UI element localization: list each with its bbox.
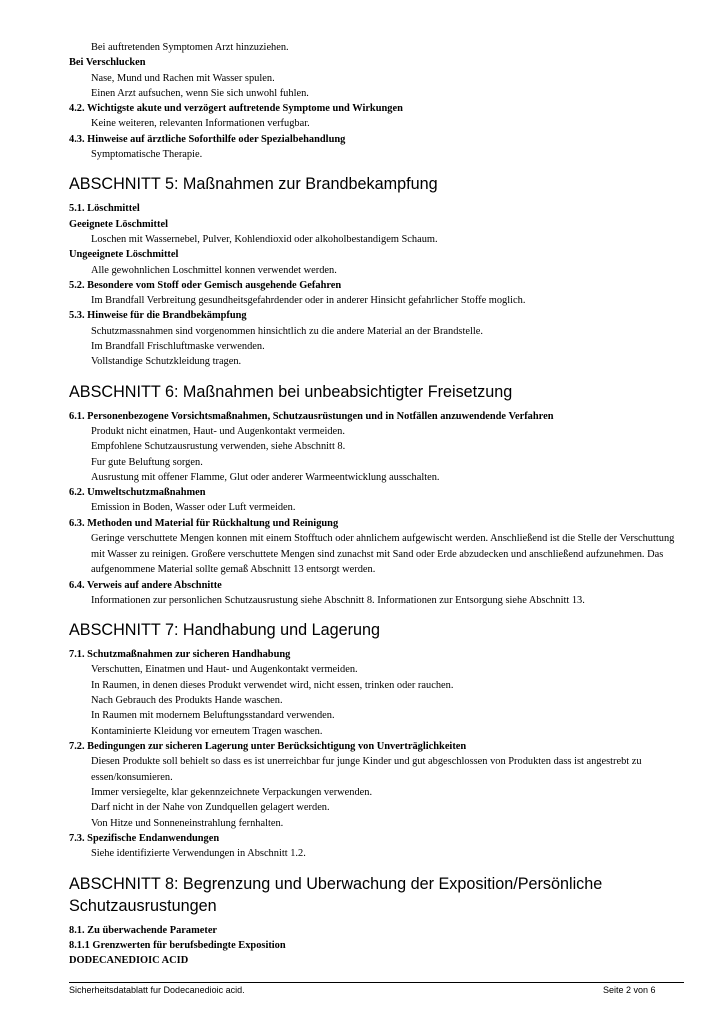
text-line: Vollstandige Schutzkleidung tragen. <box>91 356 242 368</box>
text-line: Empfohlene Schutzausrustung verwenden, siehe Abschnitt 8. <box>91 441 346 453</box>
text-line: In Raumen, in denen dieses Produkt verwendet wird, nicht essen, trinken oder rauchen. <box>91 679 454 691</box>
substance-name: DODECANEDIOIC ACID <box>69 955 189 967</box>
subheading: 6.4. Verweis auf andere Abschnitte <box>69 579 222 591</box>
text-line: Im Brandfall Frischluftmaske verwenden. <box>91 341 265 353</box>
subheading: 7.1. Schutzmaßnahmen zur sicheren Handhabung <box>69 649 291 661</box>
subheading: Bei Verschlucken <box>69 57 146 69</box>
text-line: Informationen zur personlichen Schutzausrustung siehe Abschnitt 8. Informationen zur Entsorgung siehe Abschnitt 13. <box>91 594 585 606</box>
text-line: Nase, Mund und Rachen mit Wasser spulen. <box>91 72 275 84</box>
footer-document-title: Sicherheitsdatablatt fur Dodecanedioic acid. <box>69 985 245 995</box>
subheading: 6.3. Methoden und Material für Rückhaltung und Reinigung <box>69 517 339 529</box>
text-line: Verschutten, Einatmen und Haut- und Augenkontakt vermeiden. <box>91 664 358 676</box>
text-line: Symptomatische Therapie. <box>91 149 203 161</box>
text-paragraph: Diesen Produkte soll behielt so dass es ist unerreichbar fur junge Kinder und gut abgeschlossen von Produkten dass ist angestrebt zu essen/konsumieren. <box>91 756 642 783</box>
page-content <box>69 40 689 969</box>
text-line: Fur gute Beluftung sorgen. <box>91 456 203 468</box>
section-5-heading: ABSCHNITT 5: Maßnahmen zur Brandbekampfung <box>69 175 438 194</box>
text-line: Einen Arzt aufsuchen, wenn Sie sich unwohl fuhlen. <box>91 87 309 99</box>
subheading: 8.1. Zu überwachende Parameter <box>69 924 218 936</box>
footer-page-number: Seite 2 von 6 <box>603 985 656 995</box>
subheading: 5.1. Löschmittel <box>69 203 140 215</box>
section-7-heading: ABSCHNITT 7: Handhabung und Lagerung <box>69 621 381 640</box>
text-line: Loschen mit Wassernebel, Pulver, Kohlendioxid oder alkoholbestandigem Schaum. <box>91 233 438 245</box>
text-line: Immer versiegelte, klar gekennzeichnete Verpackungen verwenden. <box>91 787 373 799</box>
text-line: Bei auftretenden Symptomen Arzt hinzuziehen. <box>91 42 289 53</box>
text-line: Keine weiteren, relevanten Informationen verfugbar. <box>91 118 310 130</box>
subheading: 7.3. Spezifische Endanwendungen <box>69 833 220 845</box>
subheading: 6.1. Personenbezogene Vorsichtsmaßnahmen, Schutzausrüstungen und in Notfällen anzuwendende Verfahren <box>69 410 554 422</box>
subheading: 7.2. Bedingungen zur sicheren Lagerung unter Berücksichtigung von Unverträglichkeiten <box>69 740 467 752</box>
subheading: 5.2. Besondere vom Stoff oder Gemisch ausgehende Gefahren <box>69 279 342 291</box>
subheading: 6.2. Umweltschutzmaßnahmen <box>69 487 206 499</box>
subheading: Ungeeignete Löschmittel <box>69 249 179 261</box>
text-line: Produkt nicht einatmen, Haut- und Augenkontakt vermeiden. <box>91 425 345 437</box>
text-line: Emission in Boden, Wasser oder Luft vermeiden. <box>91 502 296 514</box>
text-line: Alle gewohnlichen Loschmittel konnen verwendet werden. <box>91 264 337 276</box>
text-paragraph: Geringe verschuttete Mengen konnen mit einem Stofftuch oder ahnlichem aufgewischt werden. Anschließend ist die Stelle der Verschuttung mit Wasser zu reinigen. Großere verschuttete Mengen sind zunachst mit Sand oder Erde abzudecken und anschließend aufzunehmen. Das aufgenommene Material sollte gemaß Abschnitt 13 entsorgt werden. <box>91 533 675 576</box>
subheading: 4.2. Wichtigste akute und verzögert auftretende Symptome und Wirkungen <box>69 103 403 115</box>
text-line: Von Hitze und Sonneneinstrahlung fernhalten. <box>91 817 284 829</box>
subheading: Geeignete Löschmittel <box>69 218 168 230</box>
text-line: In Raumen mit modernem Beluftungsstandard verwenden. <box>91 710 335 722</box>
footer-divider <box>69 982 684 983</box>
subheading: 8.1.1 Grenzwerten für berufsbedingte Exposition <box>69 939 286 951</box>
text-line: Siehe identifizierte Verwendungen in Abschnitt 1.2. <box>91 848 306 860</box>
section-6-heading: ABSCHNITT 6: Maßnahmen bei unbeabsichtigter Freisetzung <box>69 382 513 401</box>
text-line: Im Brandfall Verbreitung gesundheitsgefahrdender oder in anderer Hinsicht gefahrlicher Stoffe moglich. <box>91 295 526 307</box>
text-line: Nach Gebrauch des Produkts Hande waschen. <box>91 695 283 706</box>
text-line: Darf nicht in der Nahe von Zundquellen gelagert werden. <box>91 802 330 814</box>
subheading: 4.3. Hinweise auf ärztliche Soforthilfe oder Spezialbehandlung <box>69 133 346 145</box>
text-line: Ausrustung mit offener Flamme, Glut oder anderer Warmeentwicklung ausschalten. <box>91 471 440 483</box>
section-8-heading: ABSCHNITT 8: Begrenzung und Uberwachung der Exposition/Persönliche Schutzausrustungen <box>69 874 603 915</box>
subheading: 5.3. Hinweise für die Brandbekämpfung <box>69 310 247 322</box>
text-line: Schutzmassnahmen sind vorgenommen hinsichtlich zu die andere Material an der Brandstelle. <box>91 325 483 337</box>
text-line: Kontaminierte Kleidung vor erneutem Tragen waschen. <box>91 725 323 737</box>
